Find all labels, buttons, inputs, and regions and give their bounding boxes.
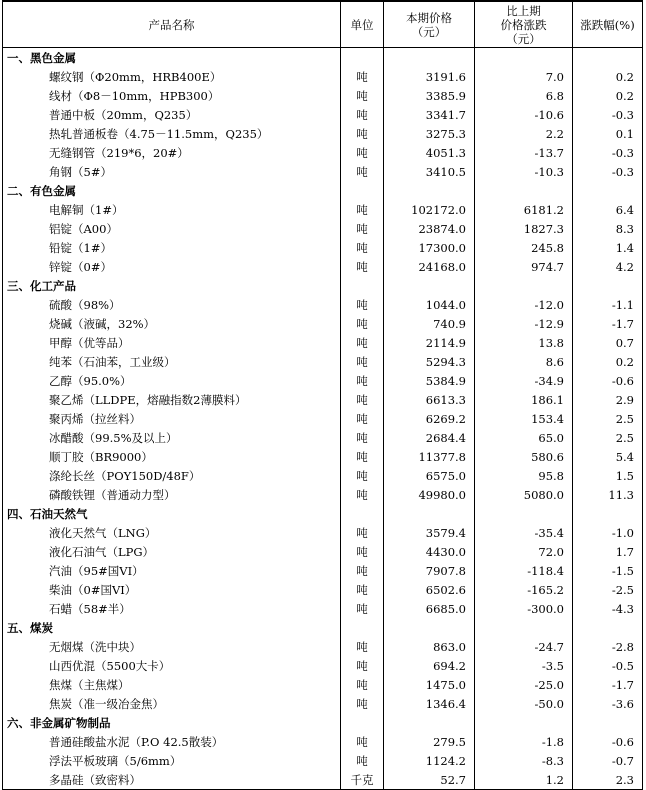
table-row [3,485,643,504]
change-percent-cell: 1.4 [573,238,643,257]
price-change-cell: 974.7 [475,257,573,276]
price-change-cell: -1.8 [475,732,573,751]
table-row [3,162,643,181]
change-percent-cell: -4.3 [573,599,643,618]
current-price-cell: 279.5 [384,732,475,751]
unit-cell: 吨 [341,694,384,713]
product-name: 冰醋酸（99.5%及以上） [3,428,341,447]
table-row [3,352,643,371]
current-price-cell: 6575.0 [384,466,475,485]
current-price-cell: 3579.4 [384,523,475,542]
current-price-cell [384,181,475,200]
current-price-cell: 1124.2 [384,751,475,770]
current-price-cell: 694.2 [384,656,475,675]
header-price-change-line1: 比上期 [506,3,541,18]
current-price-cell: 3341.7 [384,105,475,124]
product-name: 普通硅酸盐水泥（P.O 42.5散装） [3,732,341,751]
price-change-cell: 72.0 [475,542,573,561]
unit-cell: 千克 [341,770,384,790]
unit-cell: 吨 [341,314,384,333]
table-row [3,637,643,656]
unit-cell: 吨 [341,333,384,352]
unit-cell [341,504,384,523]
current-price-cell: 1346.4 [384,694,475,713]
price-change-cell: -25.0 [475,675,573,694]
product-name: 液化天然气（LNG） [3,523,341,542]
change-percent-cell [573,713,643,732]
product-name: 铅锭（1#） [3,238,341,257]
current-price-cell: 2684.4 [384,428,475,447]
change-percent-cell: -1.7 [573,314,643,333]
table-row [3,86,643,105]
unit-cell [341,618,384,637]
product-name: 山西优混（5500大卡） [3,656,341,675]
change-percent-cell: -0.3 [573,143,643,162]
price-change-cell: -3.5 [475,656,573,675]
unit-cell: 吨 [341,485,384,504]
current-price-cell [384,713,475,732]
change-percent-cell: 2.5 [573,428,643,447]
current-price-cell: 6685.0 [384,599,475,618]
change-percent-cell: -2.8 [573,637,643,656]
product-name: 烧碱（液碱，32%） [3,314,341,333]
unit-cell: 吨 [341,580,384,599]
product-name: 顺丁胶（BR9000） [3,447,341,466]
product-name: 聚丙烯（拉丝料） [3,409,341,428]
change-percent-cell: -0.6 [573,371,643,390]
category-name: 四、石油天然气 [3,504,341,523]
unit-cell [341,713,384,732]
category-row [3,276,643,295]
product-name: 铝锭（A00） [3,219,341,238]
unit-cell [341,48,384,68]
unit-cell: 吨 [341,428,384,447]
price-change-cell: -118.4 [475,561,573,580]
unit-cell: 吨 [341,751,384,770]
unit-cell: 吨 [341,162,384,181]
header-current-price-line2: （元） [411,24,447,39]
product-name: 甲醇（优等品） [3,333,341,352]
unit-cell: 吨 [341,390,384,409]
current-price-cell: 740.9 [384,314,475,333]
table-row [3,67,643,86]
unit-cell: 吨 [341,466,384,485]
current-price-cell: 6613.3 [384,390,475,409]
price-change-cell: 245.8 [475,238,573,257]
change-percent-cell: 11.3 [573,485,643,504]
change-percent-cell: 5.4 [573,447,643,466]
header-unit: 单位 [341,1,384,48]
price-change-cell [475,713,573,732]
current-price-cell [384,276,475,295]
category-name: 五、煤炭 [3,618,341,637]
change-percent-cell [573,504,643,523]
change-percent-cell: 0.1 [573,124,643,143]
category-row [3,618,643,637]
product-name: 硫酸（98%） [3,295,341,314]
price-change-cell [475,504,573,523]
unit-cell: 吨 [341,675,384,694]
change-percent-cell: 2.3 [573,770,643,790]
unit-cell: 吨 [341,637,384,656]
change-percent-cell: -0.3 [573,105,643,124]
table-row [3,409,643,428]
product-name: 锌锭（0#） [3,257,341,276]
unit-cell: 吨 [341,105,384,124]
product-name: 无缝钢管（219*6，20#） [3,143,341,162]
category-row [3,181,643,200]
category-name: 二、有色金属 [3,181,341,200]
table-row [3,143,643,162]
current-price-cell: 3275.3 [384,124,475,143]
price-change-cell: -10.3 [475,162,573,181]
product-name: 石蜡（58#半） [3,599,341,618]
price-change-cell [475,276,573,295]
table-row [3,599,643,618]
table-row [3,124,643,143]
price-table [2,0,643,790]
table-body [3,48,643,790]
price-change-cell: 1.2 [475,770,573,790]
unit-cell: 吨 [341,295,384,314]
current-price-cell: 23874.0 [384,219,475,238]
unit-cell: 吨 [341,409,384,428]
unit-cell: 吨 [341,67,384,86]
table-row [3,314,643,333]
unit-cell: 吨 [341,352,384,371]
product-name: 电解铜（1#） [3,200,341,219]
table-row [3,219,643,238]
unit-cell: 吨 [341,542,384,561]
header-product-name: 产品名称 [3,1,341,48]
product-name: 线材（Φ8－10mm，HPB300） [3,86,341,105]
category-name: 三、化工产品 [3,276,341,295]
category-row [3,713,643,732]
table-row [3,732,643,751]
change-percent-cell [573,48,643,68]
category-row [3,504,643,523]
price-change-cell [475,48,573,68]
table-row [3,447,643,466]
product-name: 纯苯（石油苯，工业级） [3,352,341,371]
price-change-cell: 1827.3 [475,219,573,238]
price-change-cell: -8.3 [475,751,573,770]
current-price-cell: 17300.0 [384,238,475,257]
change-percent-cell: 0.7 [573,333,643,352]
unit-cell: 吨 [341,200,384,219]
current-price-cell: 3191.6 [384,67,475,86]
product-name: 多晶硅（致密料） [3,770,341,790]
change-percent-cell: 0.2 [573,86,643,105]
product-name: 普通中板（20mm，Q235） [3,105,341,124]
current-price-cell: 49980.0 [384,485,475,504]
current-price-cell [384,504,475,523]
header-change-percent: 涨跌幅(%) [573,1,643,48]
price-change-cell: 5080.0 [475,485,573,504]
price-change-cell: 6181.2 [475,200,573,219]
change-percent-cell: 4.2 [573,257,643,276]
product-name: 聚乙烯（LLDPE，熔融指数2薄膜料） [3,390,341,409]
price-change-cell [475,181,573,200]
price-change-cell: -34.9 [475,371,573,390]
unit-cell: 吨 [341,238,384,257]
header-current-price [384,1,475,48]
unit-cell: 吨 [341,599,384,618]
price-change-cell: 8.6 [475,352,573,371]
change-percent-cell: -0.7 [573,751,643,770]
current-price-cell: 3385.9 [384,86,475,105]
header-price-change [475,1,573,48]
table-row [3,428,643,447]
change-percent-cell: -1.0 [573,523,643,542]
table-row [3,675,643,694]
current-price-cell: 4430.0 [384,542,475,561]
price-change-cell: -35.4 [475,523,573,542]
unit-cell: 吨 [341,257,384,276]
change-percent-cell: 6.4 [573,200,643,219]
table-row [3,770,643,790]
header-price-change-line2: 价格涨跌 [500,17,547,32]
table-row [3,466,643,485]
price-change-cell: -50.0 [475,694,573,713]
change-percent-cell: 1.5 [573,466,643,485]
product-name: 汽油（95#国VI） [3,561,341,580]
unit-cell: 吨 [341,561,384,580]
change-percent-cell: -1.1 [573,295,643,314]
change-percent-cell [573,618,643,637]
change-percent-cell: 0.2 [573,352,643,371]
price-change-cell: 65.0 [475,428,573,447]
price-change-cell: 186.1 [475,390,573,409]
price-change-cell: -165.2 [475,580,573,599]
category-row [3,48,643,68]
unit-cell: 吨 [341,86,384,105]
header-price-change-line3: （元） [506,31,541,46]
table-row [3,580,643,599]
product-name: 涤纶长丝（POY150D/48F） [3,466,341,485]
product-name: 无烟煤（洗中块） [3,637,341,656]
price-change-cell: -300.0 [475,599,573,618]
unit-cell: 吨 [341,732,384,751]
price-change-cell: 2.2 [475,124,573,143]
table-row [3,257,643,276]
category-name: 一、黑色金属 [3,48,341,68]
product-name: 液化石油气（LPG） [3,542,341,561]
change-percent-cell [573,181,643,200]
unit-cell: 吨 [341,143,384,162]
price-change-cell: -10.6 [475,105,573,124]
price-change-cell: 7.0 [475,67,573,86]
price-change-cell: 580.6 [475,447,573,466]
unit-cell [341,276,384,295]
change-percent-cell: -1.5 [573,561,643,580]
current-price-cell: 6502.6 [384,580,475,599]
table-row [3,295,643,314]
current-price-cell: 52.7 [384,770,475,790]
change-percent-cell: 2.9 [573,390,643,409]
price-change-cell: -12.9 [475,314,573,333]
current-price-cell: 11377.8 [384,447,475,466]
change-percent-cell: -3.6 [573,694,643,713]
price-change-cell: -13.7 [475,143,573,162]
table-row [3,105,643,124]
current-price-cell: 1044.0 [384,295,475,314]
price-change-cell: 153.4 [475,409,573,428]
price-change-cell: -12.0 [475,295,573,314]
price-change-cell: 13.8 [475,333,573,352]
current-price-cell: 7907.8 [384,561,475,580]
change-percent-cell: 1.7 [573,542,643,561]
table-row [3,333,643,352]
table-row [3,238,643,257]
product-name: 螺纹钢（Φ20mm，HRB400E） [3,67,341,86]
table-row [3,200,643,219]
change-percent-cell: -1.7 [573,675,643,694]
price-change-cell: 95.8 [475,466,573,485]
unit-cell: 吨 [341,656,384,675]
current-price-cell [384,618,475,637]
current-price-cell: 2114.9 [384,333,475,352]
current-price-cell: 1475.0 [384,675,475,694]
unit-cell: 吨 [341,523,384,542]
table-row [3,523,643,542]
current-price-cell: 6269.2 [384,409,475,428]
product-name: 热轧普通板卷（4.75－11.5mm，Q235） [3,124,341,143]
product-name: 焦煤（主焦煤） [3,675,341,694]
product-name: 角钢（5#） [3,162,341,181]
change-percent-cell [573,276,643,295]
table-row [3,542,643,561]
header-current-price-line1: 本期价格 [406,10,452,25]
unit-cell: 吨 [341,124,384,143]
unit-cell: 吨 [341,219,384,238]
current-price-cell [384,48,475,68]
unit-cell: 吨 [341,447,384,466]
table-row [3,751,643,770]
unit-cell [341,181,384,200]
change-percent-cell: 0.2 [573,67,643,86]
table-row [3,656,643,675]
table-row [3,561,643,580]
current-price-cell: 5384.9 [384,371,475,390]
table-row [3,371,643,390]
change-percent-cell: -0.5 [573,656,643,675]
change-percent-cell: 8.3 [573,219,643,238]
current-price-cell: 4051.3 [384,143,475,162]
change-percent-cell: -0.3 [573,162,643,181]
product-name: 磷酸铁锂（普通动力型） [3,485,341,504]
current-price-cell: 863.0 [384,637,475,656]
price-change-cell: 6.8 [475,86,573,105]
change-percent-cell: -2.5 [573,580,643,599]
header-row [3,1,643,48]
table-row [3,694,643,713]
product-name: 浮法平板玻璃（5/6mm） [3,751,341,770]
table-row [3,390,643,409]
current-price-cell: 24168.0 [384,257,475,276]
current-price-cell: 3410.5 [384,162,475,181]
current-price-cell: 5294.3 [384,352,475,371]
price-change-cell [475,618,573,637]
product-name: 柴油（0#国VI） [3,580,341,599]
product-name: 乙醇（95.0%） [3,371,341,390]
change-percent-cell: 2.5 [573,409,643,428]
change-percent-cell: -0.6 [573,732,643,751]
unit-cell: 吨 [341,371,384,390]
product-name: 焦炭（准一级冶金焦） [3,694,341,713]
category-name: 六、非金属矿物制品 [3,713,341,732]
price-change-cell: -24.7 [475,637,573,656]
current-price-cell: 102172.0 [384,200,475,219]
